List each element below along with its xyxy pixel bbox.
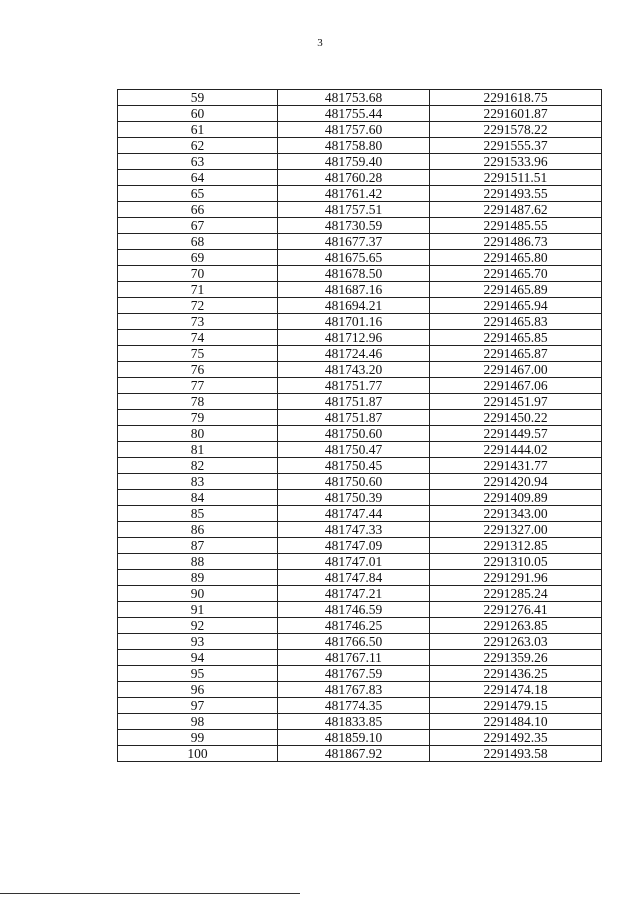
point-number-cell: 94 — [118, 650, 278, 666]
y-coordinate-cell: 2291555.37 — [430, 138, 602, 154]
table-row — [118, 506, 602, 522]
y-coordinate-cell: 2291493.58 — [430, 746, 602, 762]
x-coordinate-cell: 481701.16 — [278, 314, 430, 330]
point-number-cell: 59 — [118, 90, 278, 106]
point-number-cell: 93 — [118, 634, 278, 650]
x-coordinate-cell: 481743.20 — [278, 362, 430, 378]
table-row — [118, 90, 602, 106]
table-row — [118, 490, 602, 506]
table-row — [118, 410, 602, 426]
point-number-cell: 90 — [118, 586, 278, 602]
table-row — [118, 202, 602, 218]
point-number-cell: 88 — [118, 554, 278, 570]
y-coordinate-cell: 2291601.87 — [430, 106, 602, 122]
x-coordinate-cell: 481758.80 — [278, 138, 430, 154]
table-row — [118, 746, 602, 762]
point-number-cell: 86 — [118, 522, 278, 538]
x-coordinate-cell: 481747.84 — [278, 570, 430, 586]
table-row — [118, 138, 602, 154]
table-row — [118, 378, 602, 394]
point-number-cell: 68 — [118, 234, 278, 250]
coordinates-table-body — [118, 90, 602, 762]
x-coordinate-cell: 481767.11 — [278, 650, 430, 666]
point-number-cell: 91 — [118, 602, 278, 618]
table-row — [118, 698, 602, 714]
x-coordinate-cell: 481750.60 — [278, 474, 430, 490]
point-number-cell: 70 — [118, 266, 278, 282]
point-number-cell: 92 — [118, 618, 278, 634]
y-coordinate-cell: 2291450.22 — [430, 410, 602, 426]
point-number-cell: 78 — [118, 394, 278, 410]
y-coordinate-cell: 2291263.85 — [430, 618, 602, 634]
y-coordinate-cell: 2291485.55 — [430, 218, 602, 234]
table-row — [118, 650, 602, 666]
point-number-cell: 61 — [118, 122, 278, 138]
table-row — [118, 426, 602, 442]
point-number-cell: 74 — [118, 330, 278, 346]
y-coordinate-cell: 2291465.83 — [430, 314, 602, 330]
point-number-cell: 84 — [118, 490, 278, 506]
coordinates-table — [117, 89, 602, 762]
x-coordinate-cell: 481767.83 — [278, 682, 430, 698]
point-number-cell: 85 — [118, 506, 278, 522]
point-number-cell: 87 — [118, 538, 278, 554]
table-row — [118, 570, 602, 586]
y-coordinate-cell: 2291359.26 — [430, 650, 602, 666]
x-coordinate-cell: 481746.59 — [278, 602, 430, 618]
table-row — [118, 170, 602, 186]
point-number-cell: 63 — [118, 154, 278, 170]
x-coordinate-cell: 481766.50 — [278, 634, 430, 650]
point-number-cell: 75 — [118, 346, 278, 362]
x-coordinate-cell: 481687.16 — [278, 282, 430, 298]
table-row — [118, 282, 602, 298]
y-coordinate-cell: 2291465.80 — [430, 250, 602, 266]
x-coordinate-cell: 481675.65 — [278, 250, 430, 266]
y-coordinate-cell: 2291492.35 — [430, 730, 602, 746]
point-number-cell: 83 — [118, 474, 278, 490]
x-coordinate-cell: 481751.87 — [278, 394, 430, 410]
point-number-cell: 97 — [118, 698, 278, 714]
y-coordinate-cell: 2291487.62 — [430, 202, 602, 218]
x-coordinate-cell: 481760.28 — [278, 170, 430, 186]
point-number-cell: 65 — [118, 186, 278, 202]
table-row — [118, 250, 602, 266]
x-coordinate-cell: 481730.59 — [278, 218, 430, 234]
y-coordinate-cell: 2291343.00 — [430, 506, 602, 522]
point-number-cell: 81 — [118, 442, 278, 458]
y-coordinate-cell: 2291465.87 — [430, 346, 602, 362]
y-coordinate-cell: 2291484.10 — [430, 714, 602, 730]
y-coordinate-cell: 2291285.24 — [430, 586, 602, 602]
x-coordinate-cell: 481753.68 — [278, 90, 430, 106]
table-row — [118, 346, 602, 362]
x-coordinate-cell: 481677.37 — [278, 234, 430, 250]
x-coordinate-cell: 481833.85 — [278, 714, 430, 730]
y-coordinate-cell: 2291444.02 — [430, 442, 602, 458]
x-coordinate-cell: 481712.96 — [278, 330, 430, 346]
y-coordinate-cell: 2291465.85 — [430, 330, 602, 346]
x-coordinate-cell: 481747.21 — [278, 586, 430, 602]
table-row — [118, 106, 602, 122]
table-row — [118, 234, 602, 250]
table-row — [118, 330, 602, 346]
y-coordinate-cell: 2291310.05 — [430, 554, 602, 570]
table-row — [118, 186, 602, 202]
table-row — [118, 586, 602, 602]
y-coordinate-cell: 2291479.15 — [430, 698, 602, 714]
y-coordinate-cell: 2291467.00 — [430, 362, 602, 378]
page-number: 3 — [317, 37, 323, 49]
point-number-cell: 79 — [118, 410, 278, 426]
table-row — [118, 154, 602, 170]
table-row — [118, 314, 602, 330]
footer-rule — [0, 893, 300, 894]
table-row — [118, 666, 602, 682]
point-number-cell: 76 — [118, 362, 278, 378]
y-coordinate-cell: 2291618.75 — [430, 90, 602, 106]
x-coordinate-cell: 481867.92 — [278, 746, 430, 762]
x-coordinate-cell: 481747.09 — [278, 538, 430, 554]
point-number-cell: 98 — [118, 714, 278, 730]
x-coordinate-cell: 481774.35 — [278, 698, 430, 714]
y-coordinate-cell: 2291533.96 — [430, 154, 602, 170]
table-row — [118, 714, 602, 730]
y-coordinate-cell: 2291474.18 — [430, 682, 602, 698]
point-number-cell: 66 — [118, 202, 278, 218]
x-coordinate-cell: 481757.51 — [278, 202, 430, 218]
y-coordinate-cell: 2291409.89 — [430, 490, 602, 506]
point-number-cell: 89 — [118, 570, 278, 586]
x-coordinate-cell: 481747.01 — [278, 554, 430, 570]
table-row — [118, 602, 602, 618]
x-coordinate-cell: 481767.59 — [278, 666, 430, 682]
point-number-cell: 77 — [118, 378, 278, 394]
point-number-cell: 80 — [118, 426, 278, 442]
x-coordinate-cell: 481757.60 — [278, 122, 430, 138]
point-number-cell: 69 — [118, 250, 278, 266]
x-coordinate-cell: 481759.40 — [278, 154, 430, 170]
x-coordinate-cell: 481724.46 — [278, 346, 430, 362]
table-row — [118, 554, 602, 570]
y-coordinate-cell: 2291451.97 — [430, 394, 602, 410]
x-coordinate-cell: 481750.39 — [278, 490, 430, 506]
table-row — [118, 298, 602, 314]
point-number-cell: 67 — [118, 218, 278, 234]
x-coordinate-cell: 481859.10 — [278, 730, 430, 746]
x-coordinate-cell: 481750.47 — [278, 442, 430, 458]
table-row — [118, 266, 602, 282]
table-row — [118, 218, 602, 234]
y-coordinate-cell: 2291449.57 — [430, 426, 602, 442]
x-coordinate-cell: 481755.44 — [278, 106, 430, 122]
y-coordinate-cell: 2291291.96 — [430, 570, 602, 586]
x-coordinate-cell: 481747.44 — [278, 506, 430, 522]
point-number-cell: 100 — [118, 746, 278, 762]
point-number-cell: 96 — [118, 682, 278, 698]
x-coordinate-cell: 481761.42 — [278, 186, 430, 202]
x-coordinate-cell: 481750.60 — [278, 426, 430, 442]
point-number-cell: 62 — [118, 138, 278, 154]
x-coordinate-cell: 481751.87 — [278, 410, 430, 426]
y-coordinate-cell: 2291420.94 — [430, 474, 602, 490]
y-coordinate-cell: 2291276.41 — [430, 602, 602, 618]
x-coordinate-cell: 481694.21 — [278, 298, 430, 314]
y-coordinate-cell: 2291312.85 — [430, 538, 602, 554]
x-coordinate-cell: 481747.33 — [278, 522, 430, 538]
y-coordinate-cell: 2291465.94 — [430, 298, 602, 314]
y-coordinate-cell: 2291493.55 — [430, 186, 602, 202]
point-number-cell: 71 — [118, 282, 278, 298]
table-row — [118, 682, 602, 698]
y-coordinate-cell: 2291467.06 — [430, 378, 602, 394]
y-coordinate-cell: 2291511.51 — [430, 170, 602, 186]
x-coordinate-cell: 481746.25 — [278, 618, 430, 634]
y-coordinate-cell: 2291578.22 — [430, 122, 602, 138]
x-coordinate-cell: 481678.50 — [278, 266, 430, 282]
y-coordinate-cell: 2291486.73 — [430, 234, 602, 250]
point-number-cell: 82 — [118, 458, 278, 474]
x-coordinate-cell: 481751.77 — [278, 378, 430, 394]
point-number-cell: 99 — [118, 730, 278, 746]
table-row — [118, 634, 602, 650]
table-row — [118, 458, 602, 474]
point-number-cell: 95 — [118, 666, 278, 682]
y-coordinate-cell: 2291465.70 — [430, 266, 602, 282]
y-coordinate-cell: 2291263.03 — [430, 634, 602, 650]
table-row — [118, 618, 602, 634]
table-row — [118, 394, 602, 410]
table-row — [118, 122, 602, 138]
y-coordinate-cell: 2291431.77 — [430, 458, 602, 474]
point-number-cell: 64 — [118, 170, 278, 186]
table-row — [118, 442, 602, 458]
table-row — [118, 522, 602, 538]
point-number-cell: 72 — [118, 298, 278, 314]
point-number-cell: 73 — [118, 314, 278, 330]
y-coordinate-cell: 2291327.00 — [430, 522, 602, 538]
table-row — [118, 474, 602, 490]
y-coordinate-cell: 2291436.25 — [430, 666, 602, 682]
x-coordinate-cell: 481750.45 — [278, 458, 430, 474]
y-coordinate-cell: 2291465.89 — [430, 282, 602, 298]
table-row — [118, 362, 602, 378]
table-row — [118, 730, 602, 746]
table-row — [118, 538, 602, 554]
point-number-cell: 60 — [118, 106, 278, 122]
